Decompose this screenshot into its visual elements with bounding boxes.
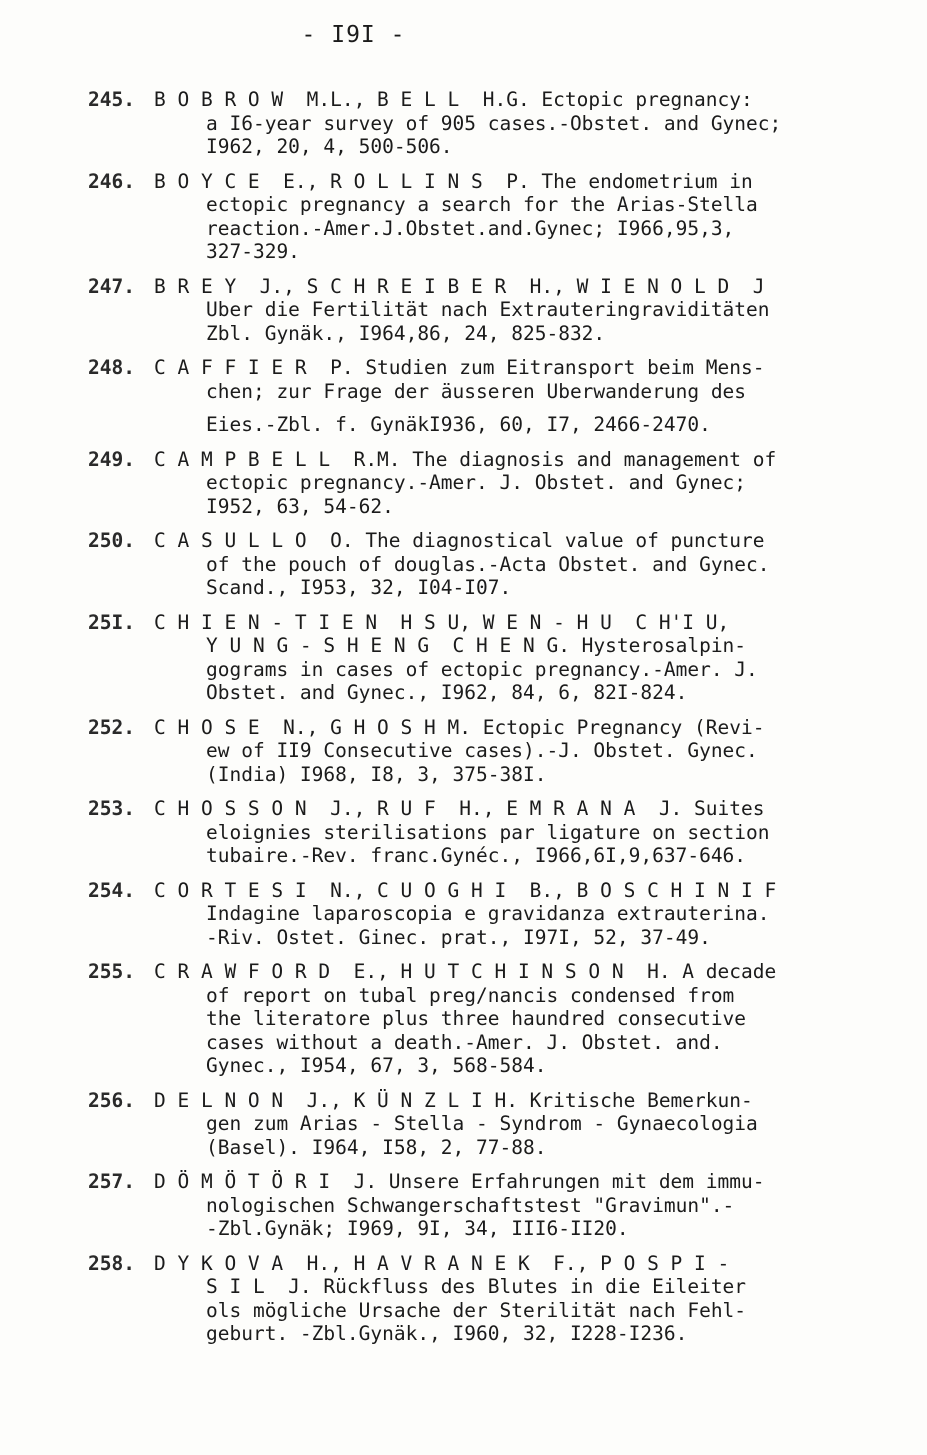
entry-line: C A F F I E R P. Studien zum Eitransport beim Mens- <box>154 356 765 379</box>
entry-line: C O R T E S I N., C U O G H I B., B O S C H I N I F <box>154 878 777 902</box>
entry-number: 250. <box>88 529 135 552</box>
entry-line: a I6-year survey of 905 cases.-Obstet. and Gynec; <box>206 111 782 135</box>
entry-line: C H O S S O N J., R U F H., E M R A N A J. Suites <box>154 797 765 820</box>
entry-line: 327-329. <box>206 240 300 263</box>
bibliography-entry <box>88 1252 918 1346</box>
bibliography-entry <box>88 797 918 868</box>
entry-line: ew of II9 Consecutive cases).-J. Obstet. Gynec. <box>206 739 758 762</box>
entry-text <box>154 170 918 264</box>
entry-number: 247. <box>88 274 135 298</box>
entry-text <box>154 879 918 950</box>
entry-line: ols mögliche Ursache der Sterilität nach Fehl- <box>206 1298 747 1322</box>
entry-line: tubaire.-Rev. franc.Gynéc., I966,6I,9,637-646. <box>206 844 747 867</box>
entry-line: B R E Y J., S C H R E I B E R H., W I E N O L D J <box>154 274 765 298</box>
entry-line: -Zbl.Gynäk; I969, 9I, 34, III6-II20. <box>206 1217 629 1240</box>
entry-number: 245. <box>88 88 135 111</box>
entry-line: gograms in cases of ectopic pregnancy.-Amer. J. <box>206 657 758 681</box>
bibliography-entry <box>88 356 918 437</box>
entry-line: Uber die Fertilität nach Extrauteringraviditäten <box>206 298 770 321</box>
bibliography-entry <box>88 529 918 600</box>
entry-line: (India) I968, I8, 3, 375-38I. <box>206 762 547 786</box>
entry-text <box>154 716 918 787</box>
entry-number: 252. <box>88 715 135 739</box>
entry-line: Scand., I953, 32, I04-I07. <box>206 576 512 599</box>
entry-number: 258. <box>88 1251 135 1275</box>
entry-line: geburt. -Zbl.Gynäk., I960, 32, I228-I236. <box>206 1322 688 1345</box>
page-number: - I9I - <box>301 22 406 48</box>
bibliography-entry <box>88 879 918 950</box>
entry-line: C H I E N - T I E N H S U, W E N - H U C H'I U, <box>154 610 730 634</box>
entry-line: Zbl. Gynäk., I964,86, 24, 825-832. <box>206 321 606 345</box>
bibliography-entry <box>88 960 918 1078</box>
entry-line: ectopic pregnancy a search for the Arias-Stella <box>206 193 758 216</box>
entry-line: C R A W F O R D E., H U T C H I N S O N H. A decade <box>154 960 777 983</box>
entry-line: cases without a death.-Amer. J. Obstet. and. <box>206 1030 723 1054</box>
entry-text <box>154 1252 918 1346</box>
entry-number: 254. <box>88 878 135 902</box>
entry-number: 25I. <box>88 610 135 634</box>
entry-line: D Y K O V A H., H A V R A N E K F., P O S P I - <box>154 1251 730 1275</box>
entry-text <box>154 797 918 868</box>
entry-text <box>154 1170 918 1241</box>
entry-line: I952, 63, 54-62. <box>206 494 394 518</box>
entry-number: 255. <box>88 960 135 983</box>
entry-line: of the pouch of douglas.-Acta Obstet. and Gynec. <box>206 552 770 576</box>
entry-line: D Ö M Ö T Ö R I J. Unsere Erfahrungen mit dem immu- <box>154 1170 765 1193</box>
entry-line: (Basel). I964, I58, 2, 77-88. <box>206 1135 547 1159</box>
entry-number: 253. <box>88 797 135 820</box>
entry-line: B O Y C E E., R O L L I N S P. The endometrium in <box>154 169 753 193</box>
entry-text <box>154 275 918 346</box>
entry-text <box>154 960 918 1078</box>
entry-line: eloignies sterilisations par ligature on section <box>206 820 770 844</box>
entry-line: Indagine laparoscopia e gravidanza extrauterina. <box>206 902 770 925</box>
entry-line: gen zum Arias - Stella - Syndrom - Gynaecologia <box>206 1112 758 1135</box>
entry-number: 257. <box>88 1170 135 1193</box>
bibliography-entry <box>88 611 918 705</box>
entry-line: S I L J. Rückfluss des Blutes in die Eileiter <box>206 1275 747 1298</box>
bibliography-entry <box>88 88 918 159</box>
entry-line: Eies.-Zbl. f. GynäkI936, 60, I7, 2466-2470. <box>206 413 711 436</box>
entry-line: C A S U L L O O. The diagnostical value of puncture <box>154 529 765 552</box>
entry-text <box>154 356 918 437</box>
entry-text <box>154 448 918 519</box>
entry-line: C H O S E N., G H O S H M. Ectopic Pregnancy (Revi- <box>154 715 765 739</box>
bibliography-entry <box>88 1089 918 1160</box>
entry-number: 248. <box>88 356 135 379</box>
entry-number: 256. <box>88 1088 135 1112</box>
entry-line: ectopic pregnancy.-Amer. J. Obstet. and Gynec; <box>206 471 747 494</box>
bibliography-entry <box>88 448 918 519</box>
entry-line: D E L N O N J., K Ü N Z L I H. Kritische Bemerkun- <box>154 1088 753 1112</box>
entry-line: I962, 20, 4, 500-506. <box>206 135 453 158</box>
entry-number: 246. <box>88 169 135 193</box>
entry-line: Gynec., I954, 67, 3, 568-584. <box>206 1054 547 1077</box>
entry-line: chen; zur Frage der äusseren Uberwanderung des <box>206 379 747 403</box>
entry-text <box>154 611 918 705</box>
entry-line: Y U N G - S H E N G C H E N G. Hysterosalpin- <box>206 634 747 657</box>
bibliography-list <box>88 88 918 1357</box>
entry-text <box>154 529 918 600</box>
entry-text <box>154 88 918 159</box>
entry-line: reaction.-Amer.J.Obstet.and.Gynec; I966,95,3, <box>206 216 735 240</box>
entry-line: Obstet. and Gynec., I962, 84, 6, 82I-824. <box>206 681 688 704</box>
entry-line: C A M P B E L L R.M. The diagnosis and management of <box>154 447 777 471</box>
entry-text <box>154 1089 918 1160</box>
bibliography-entry <box>88 716 918 787</box>
entry-line: -Riv. Ostet. Ginec. prat., I97I, 52, 37-49. <box>206 925 711 949</box>
entry-line: the literatore plus three haundred consecutive <box>206 1007 747 1030</box>
entry-line: B O B R O W M.L., B E L L H.G. Ectopic pregnancy: <box>154 88 753 111</box>
bibliography-entry <box>88 170 918 264</box>
entry-line: of report on tubal preg/nancis condensed from <box>206 983 735 1007</box>
bibliography-entry <box>88 1170 918 1241</box>
entry-number: 249. <box>88 447 135 471</box>
bibliography-entry <box>88 275 918 346</box>
entry-line: nologischen Schwangerschaftstest "Gravimun".- <box>206 1193 735 1217</box>
